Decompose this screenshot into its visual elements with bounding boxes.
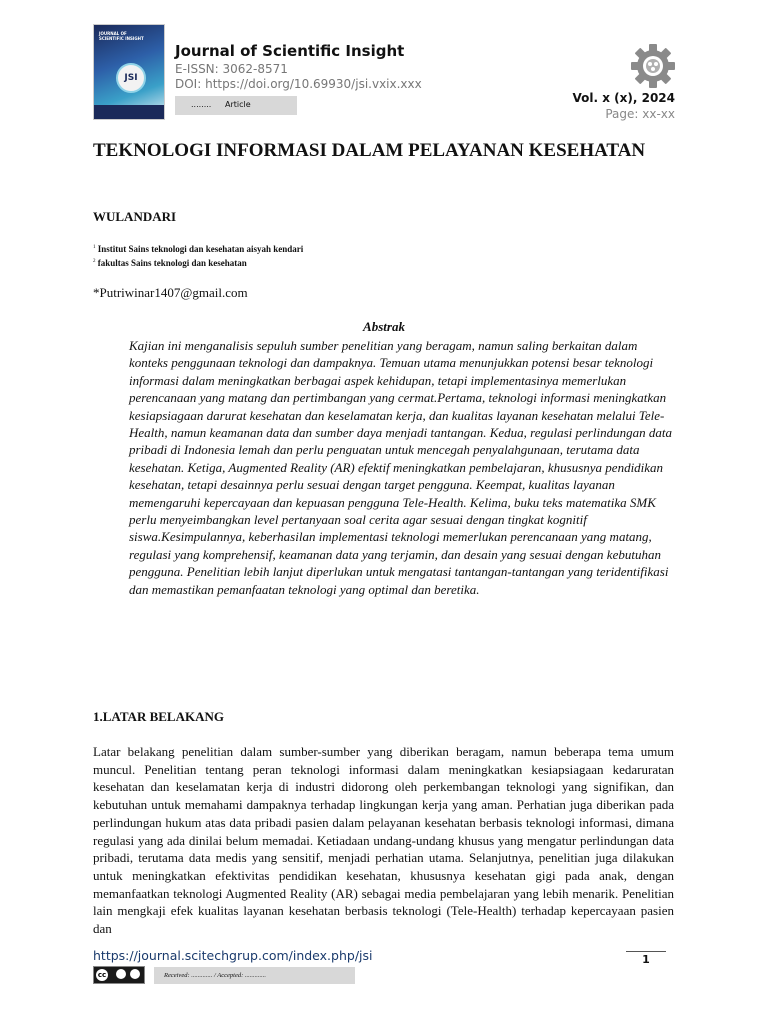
journal-cover-image: [93, 24, 165, 120]
article-type-label: Article: [225, 100, 251, 109]
received-accepted-text: Received: ............. / Accepted: .............: [164, 972, 267, 979]
cc-icon: cc: [97, 971, 107, 979]
cover-strip: [94, 105, 164, 119]
cover-title: JOURNAL OF SCIENTIFIC INSIGHT: [99, 31, 144, 41]
journal-issn: E-ISSN: 3062-8571: [175, 62, 288, 76]
by-icon: [116, 969, 126, 979]
volume-info: Vol. x (x), 2024: [572, 91, 675, 105]
cc-by-sa-icon: [93, 966, 145, 984]
affiliation: [93, 244, 303, 254]
corresponding-email: *Putriwinar1407@gmail.com: [93, 285, 248, 300]
journal-name: Journal of Scientific Insight: [175, 42, 405, 60]
paper-title: TEKNOLOGI INFORMASI DALAM PELAYANAN KESEHATAN: [93, 140, 646, 161]
sa-icon: [130, 969, 140, 979]
cover-logo: JSI: [116, 63, 146, 93]
affiliation-marker: 2: [93, 259, 96, 264]
body-paragraph: Latar belakang penelitian dalam sumber-sumber yang diberikan beragam, namun beberapa tema umum muncul. Penelitian tentang peran teknologi informasi dalam meningkatkan kesiapsiagaan kedaruratan kesehatan dan keselamatan kerja di industri didorong oleh perkembangan teknologi yang signifikan, dan kebutuhan untuk memahami dampaknya terhadap lingkungan kerja yang aman. Perhatian juga diberikan pada perlindungan hukum atas data pribadi pasien dalam pelayanan kesehatan berbasis teknologi informasi, dimana regulasi yang ada dinilai belum memadai. Ketiadaan undang-undang khusus yang mengatur perlindungan data pribadi, terutama data medis yang sensitif, menjadi perhatian utama. Selanjutnya, penelitian juga dilakukan untuk meningkatkan efektivitas pendidikan kesehatan, khususnya kesehatan gigi pada anak, dengan memanfaatkan teknologi Augmented Reality (AR) sebagai media pembelajaran yang lebih menarik. Penelitian lain mengkaji efek kualitas layanan kesehatan berbasis teknologi (Tele-Health) terhadap kepercayaan pasien dan: [93, 744, 674, 937]
affiliation: [93, 258, 247, 268]
abstract-text: Kajian ini menganalisis sepuluh sumber penelitian yang beragam, namun saling berkaitan dalam konteks penggunaan teknologi dan dampaknya. Temuan utama menunjukkan potensi besar teknologi informasi dalam meningkatkan berbagai aspek kehidupan, tetapi implementasinya memerlukan perencanaan yang matang dan pertimbangan yang cermat.Pertama, teknologi informasi meningkatkan kesiapsiagaan darurat kesehatan dan keselamatan kerja, dan kualitas layanan kesehatan melalui Tele-Health, namun keamanan data dan sumber daya menjadi tantangan. Kedua, regulasi perlindungan data pribadi di Indonesia lemah dan perlu penguatan untuk mencegah penyalahgunaan, terutama data kesehatan. Ketiga, Augmented Reality (AR) efektif meningkatkan pembelajaran, khususnya pendidikan kesehatan, tetapi desainnya perlu sesuai dengan target pengguna. Keempat, kualitas layanan memengaruhi kepercayaan dan kepuasan pengguna Tele-Health. Kelima, buku teks matematika SMK perlu menyeimbangkan level pertanyaan soal cerita agar sesuai dengan tingkat kognitif siswa.Kesimpulannya, keberhasilan implementasi teknologi memerlukan perencanaan yang matang, regulasi yang komprehensif, keamanan data yang terjamin, dan desain yang sesuai dengan kebutuhan pengguna. Penelitian lebih lanjut diperlukan untuk mengatasi tantangan-tantangan yang teridentifikasi dan memastikan pemanfaatan teknologi yang optimal dan beretika.: [129, 338, 672, 597]
journal-doi: DOI: https://doi.org/10.69930/jsi.vxix.xxx: [175, 77, 422, 91]
affiliation-text: Institut Sains teknologi dan kesehatan aisyah kendari: [97, 244, 304, 254]
article-type-box: [175, 96, 297, 115]
affiliation-marker: 1: [93, 245, 96, 250]
page-number-rule: [626, 951, 666, 952]
author-name: WULANDARI: [93, 209, 177, 224]
section-heading: 1.LATAR BELAKANG: [93, 709, 224, 724]
received-accepted-box: [154, 967, 355, 984]
gear-icon: [631, 44, 675, 88]
abstract-heading: Abstrak: [363, 319, 405, 334]
page-range: Page: xx-xx: [605, 107, 675, 121]
page-number: 1: [642, 953, 650, 966]
article-type-dots: ........: [191, 100, 212, 109]
journal-url-link[interactable]: https://journal.scitechgrup.com/index.php/jsi: [93, 948, 373, 963]
affiliation-text: fakultas Sains teknologi dan kesehatan: [97, 258, 247, 268]
